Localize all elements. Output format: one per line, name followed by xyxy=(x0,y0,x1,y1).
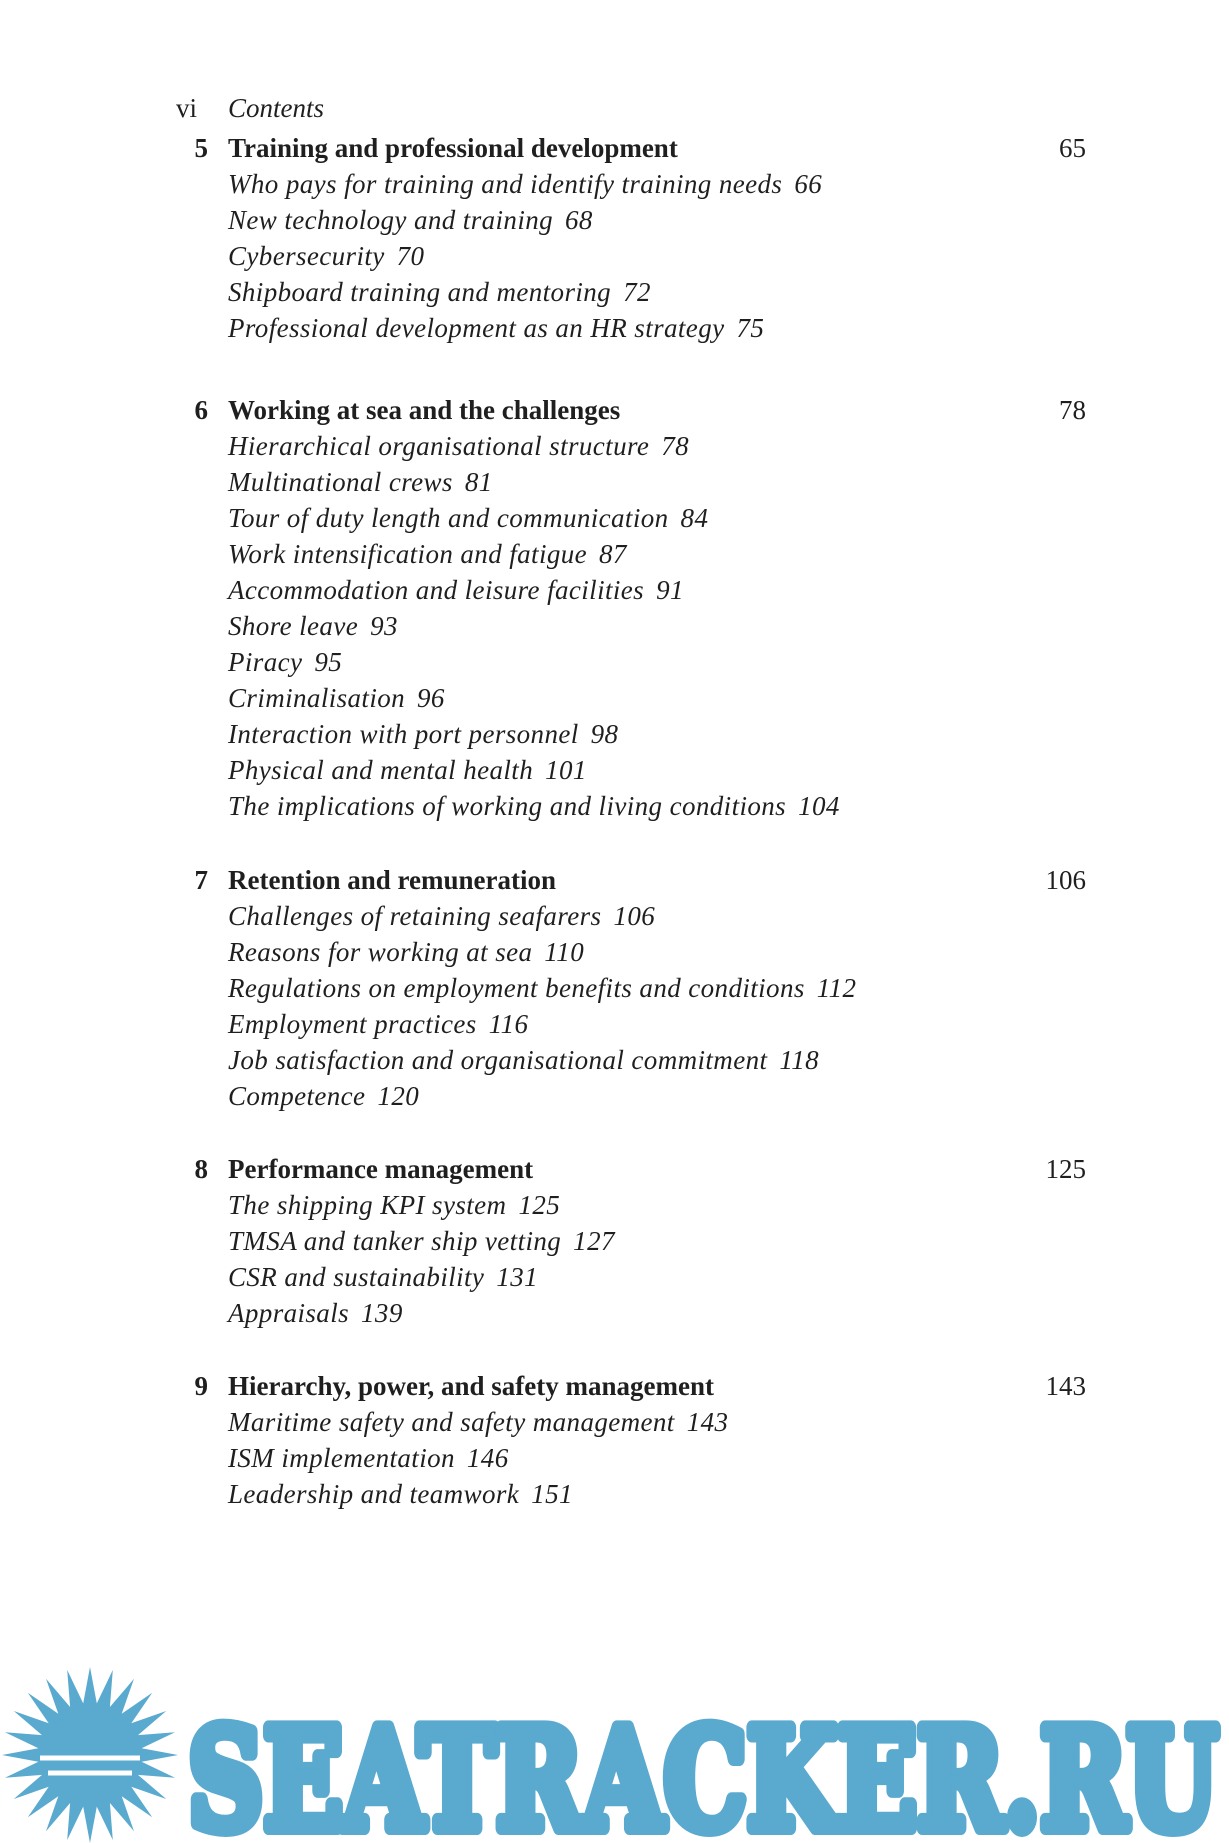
section-page-number: 146 xyxy=(466,1443,509,1473)
chapter-title: Performance management xyxy=(228,1154,534,1184)
toc-section[interactable] xyxy=(228,788,1086,824)
chapter-heading[interactable] xyxy=(176,130,1086,166)
section-title: Who pays for training and identify training needs xyxy=(228,169,783,199)
toc-section[interactable] xyxy=(228,166,1086,202)
chapter-title: Training and professional development xyxy=(228,133,678,163)
section-page-number: 81 xyxy=(464,467,493,497)
section-title: Shipboard training and mentoring xyxy=(228,277,612,307)
section-page-number: 87 xyxy=(599,539,627,569)
section-title: Job satisfaction and organisational commitment xyxy=(228,1045,768,1075)
section-title: Multinational crews xyxy=(228,467,453,497)
toc-chapter xyxy=(176,1151,1086,1331)
toc-section[interactable] xyxy=(228,1042,1086,1078)
toc-section[interactable] xyxy=(228,898,1086,934)
section-page-number: 101 xyxy=(545,755,587,785)
section-title: ISM implementation xyxy=(228,1443,455,1473)
chapter-number: 7 xyxy=(194,865,208,895)
section-title: Employment practices xyxy=(228,1009,477,1039)
chapter-page-number: 143 xyxy=(1045,1371,1086,1401)
toc-section[interactable] xyxy=(228,238,1086,274)
chapter-number: 5 xyxy=(194,133,208,163)
toc-section[interactable] xyxy=(228,716,1086,752)
section-title: Criminalisation xyxy=(228,683,406,713)
toc-section[interactable] xyxy=(228,1223,1086,1259)
watermark-text-fill: SEATRACKER.RU xyxy=(188,1698,1218,1843)
section-title: Leadership and teamwork xyxy=(228,1479,520,1509)
section-page-number: 110 xyxy=(544,937,585,967)
toc-chapter xyxy=(176,130,1086,346)
section-page-number: 106 xyxy=(613,901,656,931)
section-title: The implications of working and living conditions xyxy=(228,791,787,821)
toc-section[interactable] xyxy=(228,644,1086,680)
chapter-heading[interactable] xyxy=(176,1151,1086,1187)
section-list xyxy=(176,428,1086,824)
toc-section[interactable] xyxy=(228,1476,1086,1512)
section-page-number: 143 xyxy=(686,1407,729,1437)
toc-section[interactable] xyxy=(228,970,1086,1006)
section-title: Hierarchical organisational structure xyxy=(228,431,650,461)
watermark-banner xyxy=(0,1655,1229,1843)
section-list xyxy=(176,898,1086,1114)
chapter-page-number: 65 xyxy=(1059,133,1086,163)
section-title: CSR and sustainability xyxy=(228,1262,485,1292)
section-page-number: 93 xyxy=(370,611,398,641)
section-page-number: 125 xyxy=(518,1190,561,1220)
toc-section[interactable] xyxy=(228,608,1086,644)
toc-section[interactable] xyxy=(228,274,1086,310)
section-title: Tour of duty length and communication xyxy=(228,503,669,533)
toc-section[interactable] xyxy=(228,1404,1086,1440)
chapter-page-number: 106 xyxy=(1045,865,1086,895)
section-page-number: 84 xyxy=(680,503,709,533)
page-folio: vi xyxy=(176,93,198,123)
section-title: Cybersecurity xyxy=(228,241,385,271)
section-page-number: 131 xyxy=(496,1262,539,1292)
section-page-number: 91 xyxy=(656,575,684,605)
section-title: Interaction with port personnel xyxy=(228,719,579,749)
section-page-number: 70 xyxy=(396,241,425,271)
section-list xyxy=(176,1404,1086,1512)
section-page-number: 116 xyxy=(488,1009,529,1039)
toc-section[interactable] xyxy=(228,1295,1086,1331)
toc-section[interactable] xyxy=(228,1187,1086,1223)
section-page-number: 118 xyxy=(779,1045,820,1075)
section-title: Shore leave xyxy=(228,611,359,641)
section-title: New technology and training xyxy=(228,205,554,235)
chapter-number: 6 xyxy=(194,395,208,425)
toc-section[interactable] xyxy=(228,572,1086,608)
section-title: Appraisals xyxy=(228,1298,350,1328)
section-title: Reasons for working at sea xyxy=(228,937,533,967)
toc-section[interactable] xyxy=(228,310,1086,346)
section-page-number: 75 xyxy=(736,313,765,343)
section-page-number: 95 xyxy=(314,647,343,677)
section-title: Regulations on employment benefits and conditions xyxy=(228,973,805,1003)
section-page-number: 72 xyxy=(623,277,651,307)
chapter-number: 9 xyxy=(194,1371,208,1401)
toc-section[interactable] xyxy=(228,464,1086,500)
section-title: Physical and mental health xyxy=(228,755,534,785)
chapter-page-number: 78 xyxy=(1059,395,1086,425)
toc-section[interactable] xyxy=(228,1259,1086,1295)
chapter-title: Retention and remuneration xyxy=(228,865,556,895)
chapter-heading[interactable] xyxy=(176,862,1086,898)
toc-section[interactable] xyxy=(228,500,1086,536)
section-title: Professional development as an HR strategy xyxy=(228,313,725,343)
section-list xyxy=(176,166,1086,346)
section-page-number: 68 xyxy=(565,205,593,235)
section-title: Accommodation and leisure facilities xyxy=(228,575,645,605)
toc-chapter xyxy=(176,392,1086,824)
section-title: Maritime safety and safety management xyxy=(228,1407,675,1437)
section-list xyxy=(176,1187,1086,1331)
toc-section[interactable] xyxy=(228,428,1086,464)
watermark-text: SEATRACKER.RU xyxy=(188,1698,1218,1843)
sun-burst-icon xyxy=(2,1667,178,1843)
toc-section[interactable] xyxy=(228,1006,1086,1042)
toc-section[interactable] xyxy=(228,752,1086,788)
section-page-number: 139 xyxy=(361,1298,403,1328)
section-page-number: 98 xyxy=(590,719,619,749)
section-page-number: 120 xyxy=(377,1081,420,1111)
section-page-number: 127 xyxy=(573,1226,615,1256)
section-page-number: 112 xyxy=(816,973,857,1003)
section-page-number: 78 xyxy=(661,431,690,461)
toc-chapter xyxy=(176,862,1086,1114)
section-title: The shipping KPI system xyxy=(228,1190,507,1220)
section-title: Piracy xyxy=(228,647,303,677)
chapter-title: Hierarchy, power, and safety management xyxy=(228,1371,714,1401)
toc-chapter xyxy=(176,1368,1086,1512)
section-page-number: 96 xyxy=(417,683,445,713)
section-title: Challenges of retaining seafarers xyxy=(228,901,602,931)
toc-section[interactable] xyxy=(228,680,1086,716)
chapter-title: Working at sea and the challenges xyxy=(228,395,621,425)
section-page-number: 151 xyxy=(531,1479,573,1509)
section-title: Work intensification and fatigue xyxy=(228,539,588,569)
section-title: TMSA and tanker ship vetting xyxy=(228,1226,562,1256)
section-page-number: 104 xyxy=(798,791,840,821)
running-head xyxy=(176,88,324,128)
toc-section[interactable] xyxy=(228,536,1086,572)
chapter-number: 8 xyxy=(194,1154,208,1184)
toc-section[interactable] xyxy=(228,934,1086,970)
running-head-title: Contents xyxy=(228,93,325,123)
chapter-heading[interactable] xyxy=(176,1368,1086,1404)
toc-section[interactable] xyxy=(228,1078,1086,1114)
section-title: Competence xyxy=(228,1081,366,1111)
chapter-heading[interactable] xyxy=(176,392,1086,428)
chapter-page-number: 125 xyxy=(1045,1154,1086,1184)
section-page-number: 66 xyxy=(794,169,823,199)
toc-section[interactable] xyxy=(228,1440,1086,1476)
toc-section[interactable] xyxy=(228,202,1086,238)
